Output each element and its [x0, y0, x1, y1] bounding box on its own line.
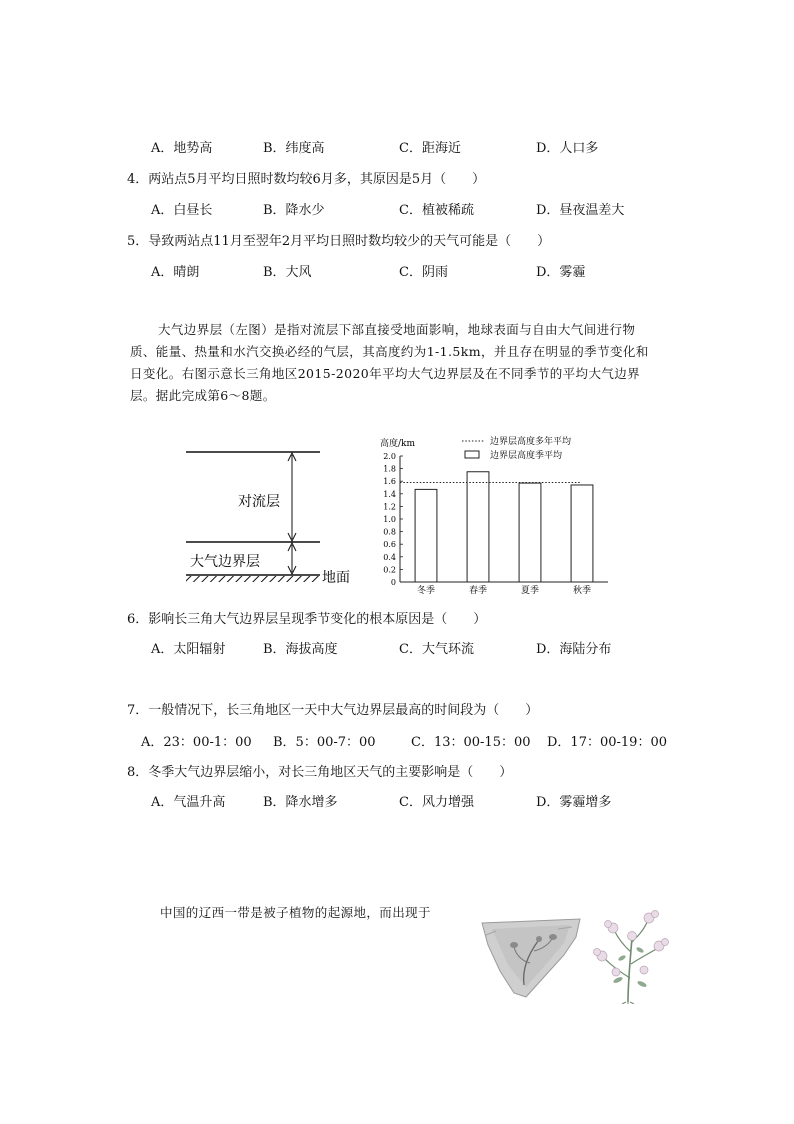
- boundary-height-chart: [370, 434, 620, 600]
- q7-stem: 7．一般情况下，长三角地区一天中大气边界层最高的时间段为（ ）: [127, 703, 539, 718]
- q5-option-b: B．大风: [263, 265, 312, 280]
- y-tick-label: 2.0: [383, 452, 396, 461]
- bar: [571, 485, 593, 582]
- q7-option-a: A．23：00-1：00: [141, 735, 252, 750]
- plant-illustration: [588, 908, 672, 1004]
- passage1-line1: 大气边界层（左图）是指对流层下部直接受地面影响，地球表面与自由大气间进行物: [158, 322, 636, 337]
- q5-option-d: D．雾霾: [536, 265, 586, 280]
- q7-option-c: C．13：00-15：00: [411, 735, 531, 750]
- passage1-line3: 日变化。右图示意长三角地区2015-2020年平均大气边界层及在不同季节的平均大气边界: [130, 366, 641, 381]
- y-tick-label: 1.0: [383, 515, 396, 524]
- troposphere-label: 对流层: [238, 494, 280, 510]
- q7-option-b: B．5：00-7：00: [273, 735, 376, 750]
- q6-option-d: D．海陆分布: [536, 642, 612, 657]
- q8-option-b: B．降水增多: [263, 795, 338, 810]
- q3-option-d: D．人口多: [536, 141, 599, 156]
- x-tick-label: 春季: [468, 586, 488, 596]
- q6-option-b: B．海拔高度: [263, 642, 338, 657]
- q6-option-a: A．太阳辐射: [151, 642, 226, 657]
- x-tick-label: 冬季: [416, 586, 436, 596]
- q6-stem: 6．影响长三角大气边界层呈现季节变化的根本原因是（ ）: [127, 612, 487, 627]
- y-tick-label: 1.2: [383, 502, 396, 512]
- bar: [415, 489, 437, 582]
- legend-bar-swatch: [465, 451, 479, 458]
- q4-option-b: B．降水少: [263, 203, 325, 218]
- y-axis-label: 高度/km: [380, 439, 416, 449]
- passage-angiosperm: 中国的辽西一带是被子植物的起源地，而出现于: [160, 905, 431, 920]
- q4-stem: 4．两站点5月平均日照时数均较6月多，其原因是5月（ ）: [127, 172, 486, 187]
- ground-hatch: [186, 576, 320, 582]
- q4-option-c: C．植被稀疏: [399, 203, 474, 218]
- ground-label: 地面: [322, 570, 350, 586]
- q8-option-c: C．风力增强: [399, 795, 474, 810]
- legend-bar-label: 边界层高度季平均: [490, 451, 563, 461]
- y-tick-label: 0: [390, 578, 396, 587]
- q3-option-a: A．地势高: [151, 141, 213, 156]
- q3-option-b: B．纬度高: [263, 141, 325, 156]
- q8-option-d: D．雾霾增多: [536, 795, 612, 810]
- q8-option-a: A．气温升高: [151, 795, 226, 810]
- bar: [467, 472, 489, 582]
- legend-reference-label: 边界层高度多年平均: [490, 437, 572, 447]
- y-tick-label: 1.6: [383, 477, 396, 487]
- q5-option-c: C．阴雨: [399, 265, 448, 280]
- x-tick-label: 夏季: [520, 586, 540, 596]
- q3-option-c: C．距海近: [399, 141, 461, 156]
- passage1-line4: 层。据此完成第6～8题。: [130, 388, 276, 403]
- bar: [519, 483, 541, 582]
- y-tick-label: 0.2: [383, 565, 396, 575]
- boundary-layer-diagram: [180, 442, 360, 592]
- q8-stem: 8．冬季大气边界层缩小，对长三角地区天气的主要影响是（ ）: [127, 765, 513, 780]
- passage1-line2: 质、能量、热量和水汽交换必经的气层，其高度约为1-1.5km，并且存在明显的季节变化和: [130, 344, 649, 359]
- y-tick-label: 0.4: [383, 552, 396, 562]
- x-tick-label: 秋季: [572, 586, 592, 596]
- q4-option-d: D．昼夜温差大: [536, 203, 625, 218]
- y-tick-label: 1.8: [383, 464, 396, 474]
- passage-boundary-layer: [130, 319, 670, 407]
- q4-option-a: A．白昼长: [151, 203, 213, 218]
- boundary-layer-label: 大气边界层: [190, 554, 260, 570]
- q6-option-c: C．大气环流: [399, 642, 474, 657]
- y-tick-label: 0.8: [383, 527, 396, 537]
- y-tick-label: 0.6: [383, 540, 396, 550]
- q5-option-a: A．晴朗: [151, 265, 200, 280]
- q7-option-d: D．17：00-19：00: [547, 735, 667, 750]
- q5-stem: 5．导致两站点11月至翌年2月平均日照时数均较少的天气可能是（ ）: [127, 234, 551, 249]
- fossil-image: [478, 915, 586, 1003]
- y-tick-label: 1.4: [383, 489, 396, 499]
